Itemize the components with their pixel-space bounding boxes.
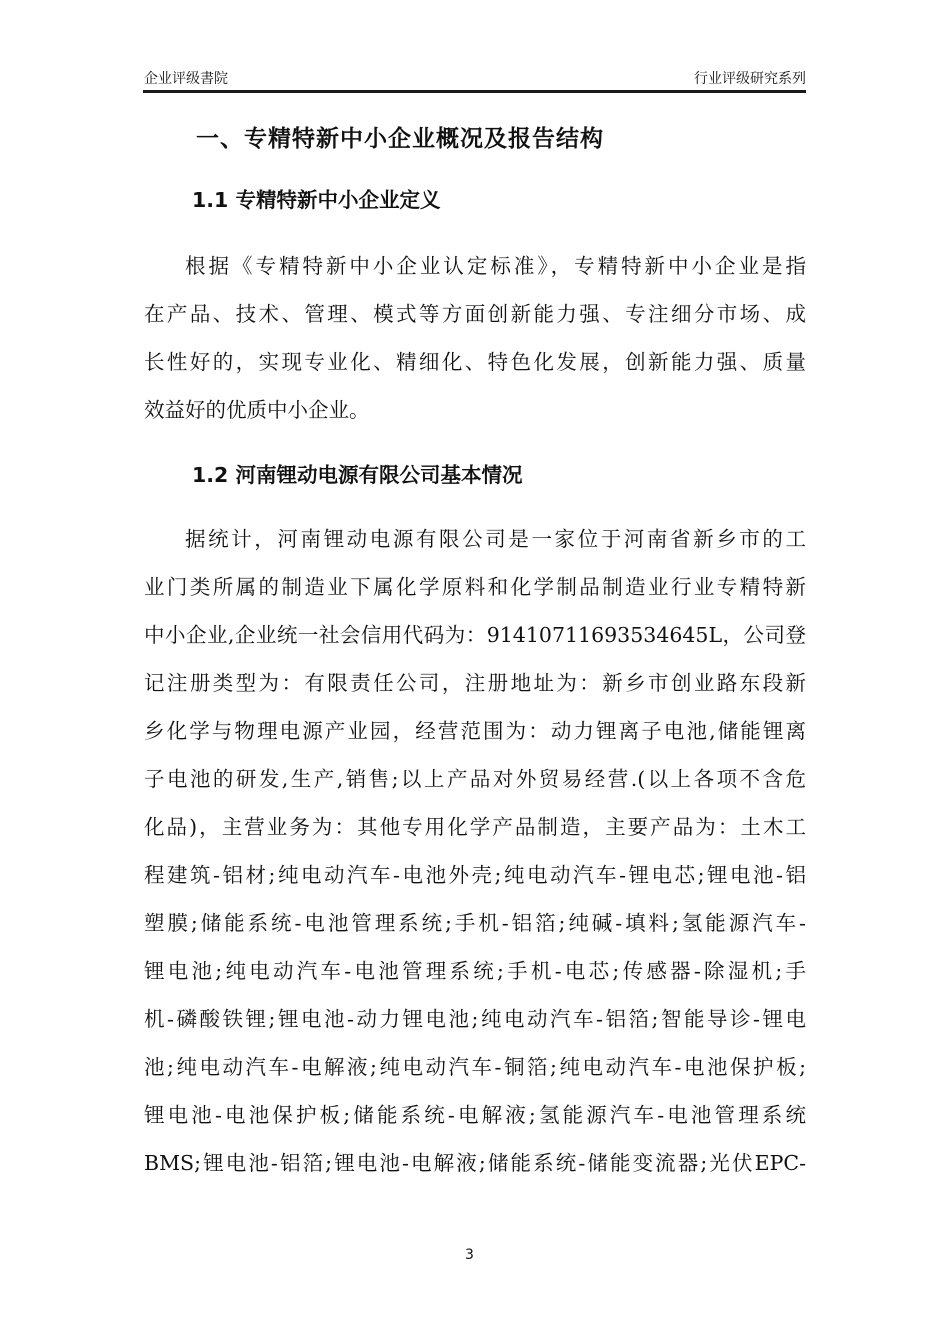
header-right-text: 行业评级研究系列 xyxy=(694,71,806,87)
paragraph-line: BMS;锂电池-铝箔;锂电池-电解液;储能系统-储能变流器;光伏EPC- xyxy=(144,1151,806,1175)
paragraph-line: 据统计，河南锂动电源有限公司是一家位于河南省新乡市的工 xyxy=(185,527,806,551)
paragraph-line: 锂电池;纯电动汽车-电池管理系统;手机-电芯;传感器-除湿机;手 xyxy=(144,959,806,983)
paragraph-line: 子电池的研发,生产,销售;以上产品对外贸易经营.(以上各项不含危 xyxy=(144,767,806,791)
paragraph-line: 化品)，主营业务为：其他专用化学产品制造，主要产品为：土木工 xyxy=(144,815,806,839)
paragraph-line: 池;纯电动汽车-电解液;纯电动汽车-铜箔;纯电动汽车-电池保护板; xyxy=(144,1055,806,1079)
paragraph-line: 在产品、技术、管理、模式等方面创新能力强、专注细分市场、成 xyxy=(144,302,806,326)
paragraph-line: 锂电池-电池保护板;储能系统-电解液;氢能源汽车-电池管理系统 xyxy=(144,1103,806,1127)
paragraph-line: 效益好的优质中小企业。 xyxy=(144,398,370,422)
paragraph-line: 长性好的，实现专业化、精细化、特色化发展，创新能力强、质量 xyxy=(144,350,806,374)
paragraph-line: 根据《专精特新中小企业认定标准》，专精特新中小企业是指 xyxy=(185,254,806,278)
page-header xyxy=(143,66,806,93)
subsection-title-1-1: 1.1 专精特新中小企业定义 xyxy=(192,188,441,212)
paragraph-line: 机-磷酸铁锂;锂电池-动力锂电池;纯电动汽车-铝箔;智能导诊-锂电 xyxy=(144,1007,806,1031)
paragraph-line: 乡化学与物理电源产业园，经营范围为：动力锂离子电池,储能锂离 xyxy=(144,719,806,743)
paragraph-line: 程建筑-铝材;纯电动汽车-电池外壳;纯电动汽车-锂电芯;锂电池-铝 xyxy=(144,863,806,887)
subsection-title-1-2: 1.2 河南锂动电源有限公司基本情况 xyxy=(192,463,523,487)
header-left-text: 企业评级書院 xyxy=(144,71,228,87)
section-title: 一、专精特新中小企业概况及报告结构 xyxy=(196,126,604,152)
paragraph-line: 中小企业,企业统一社会信用代码为：91410711693534645L，公司登 xyxy=(144,623,806,647)
paragraph-line: 业门类所属的制造业下属化学原料和化学制品制造业行业专精特新 xyxy=(144,575,806,599)
page-number: 3 xyxy=(465,1247,474,1263)
paragraph-line: 记注册类型为：有限责任公司，注册地址为：新乡市创业路东段新 xyxy=(144,671,806,695)
paragraph-line: 塑膜;储能系统-电池管理系统;手机-铝箔;纯碱-填料;氢能源汽车- xyxy=(144,911,806,935)
